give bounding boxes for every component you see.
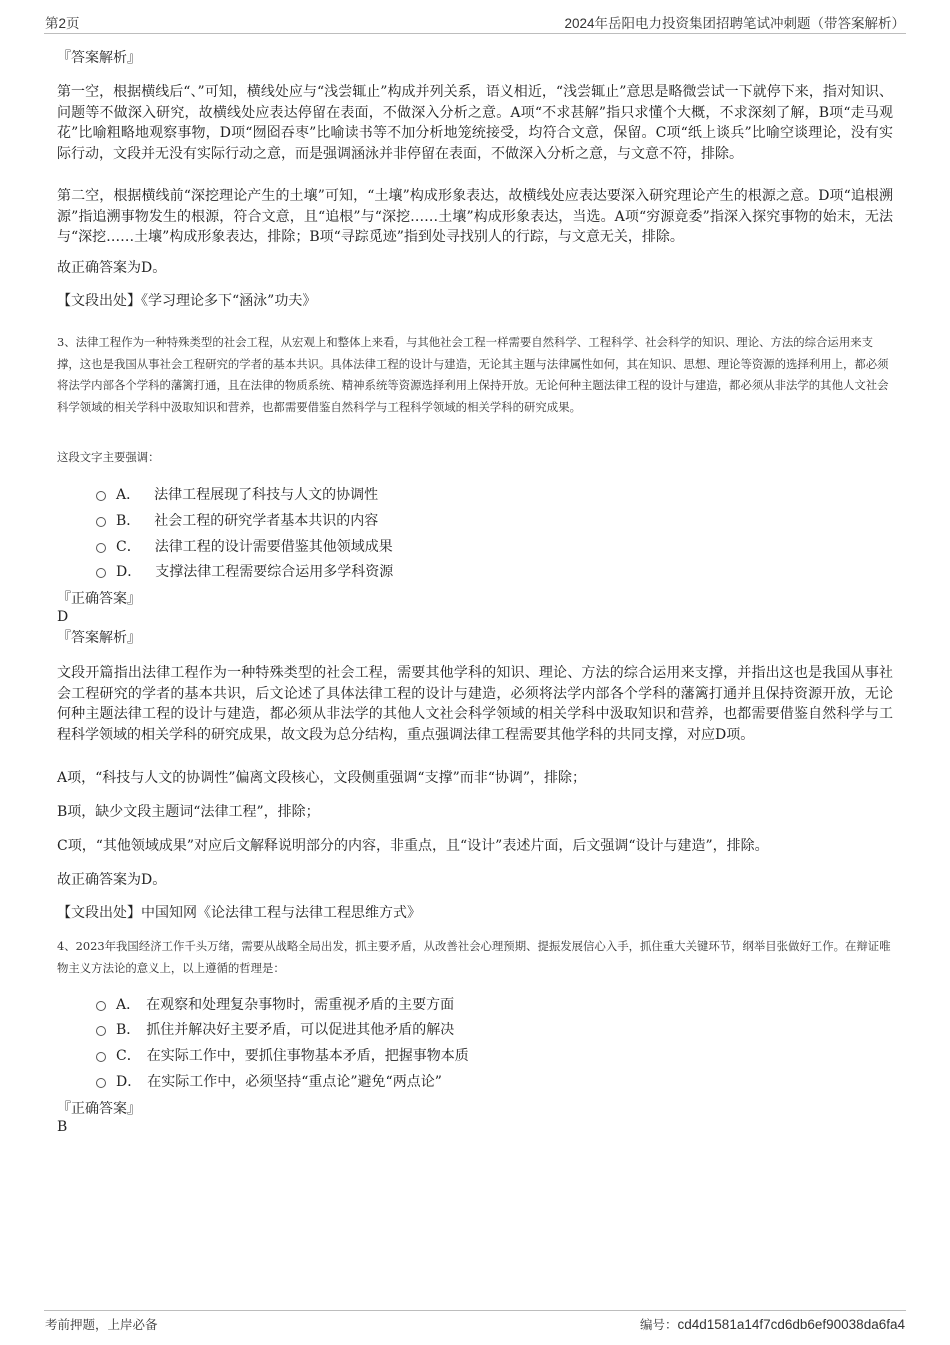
option-text: 在实际工作中，要抓住事物基本矛盾，把握事物本质	[146, 1048, 469, 1064]
q3-option-c[interactable]	[96, 536, 393, 556]
option-letter: A．	[116, 487, 141, 503]
option-letter: B．	[116, 1022, 141, 1038]
q4-answer-heading: 『正确答案』	[57, 1101, 141, 1117]
q2-analysis-paragraph-1: 第一空，根据横线后“、”可知，横线处应与“浅尝辄止”构成并列关系，语义相近，“浅尝辄止”意思是略微尝试一下就停下来，指对知识、问题等不做深入研究，故横线处应表达停留在表面，不做深入分析之意。A项“不求甚解”指只求懂个大概，不求深刻了解，B项“走马观花”比喻粗略地观察事物，D项“囫囵吞枣”比喻读书等不加分析地笼统接受，均符合文意，保留。C项“纸上谈兵”比喻空谈理论，没有实际行动，文段并无没有实际行动之意，而是强调涵泳并非停留在表面，不做深入分析之意，与文意不符，排除。	[57, 84, 893, 162]
radio-icon[interactable]	[96, 517, 106, 527]
q4-option-c[interactable]	[96, 1045, 469, 1065]
footer-code-label: 编号：	[640, 1317, 678, 1332]
radio-icon[interactable]	[96, 1001, 106, 1011]
q3-answer: D	[57, 609, 69, 625]
q3-option-b[interactable]	[96, 510, 378, 530]
option-letter: A．	[116, 997, 141, 1013]
q3-answer-heading: 『正确答案』	[57, 591, 141, 607]
q4-option-b[interactable]	[96, 1019, 454, 1039]
radio-icon[interactable]	[96, 1078, 106, 1088]
option-text: 法律工程的设计需要借鉴其他领域成果	[154, 539, 393, 555]
footer-code	[640, 1315, 905, 1333]
radio-icon[interactable]	[96, 491, 106, 501]
q2-analysis-heading: 『答案解析』	[57, 50, 141, 66]
document-title: 2024年岳阳电力投资集团招聘笔试冲刺题（带答案解析）	[564, 16, 905, 31]
q3-source: 【文段出处】中国知网《论法律工程与法律工程思维方式》	[57, 905, 421, 921]
option-text: 法律工程展现了科技与人文的协调性	[154, 487, 379, 503]
radio-icon[interactable]	[96, 1026, 106, 1036]
q3-analysis-heading: 『答案解析』	[57, 630, 141, 646]
q4-answer: B	[57, 1119, 68, 1135]
radio-icon[interactable]	[96, 568, 106, 578]
footer-divider	[44, 1310, 906, 1311]
radio-icon[interactable]	[96, 1052, 106, 1062]
q3-option-a[interactable]	[96, 484, 378, 504]
q3-option-d[interactable]	[96, 561, 393, 581]
q3-prompt: 这段文字主要强调：	[57, 450, 160, 464]
option-letter: D．	[116, 564, 142, 580]
q2-conclusion: 故正确答案为D。	[57, 260, 167, 276]
q4-option-a[interactable]	[96, 994, 454, 1014]
q4-stem: 4、2023年我国经济工作千头万绪，需要从战略全局出发，抓主要矛盾，从改善社会心理预期、提振发展信心入手，抓住重大关键环节，纲举目张做好工作。在辩证唯物主义方法论的意义上，以上遵循的哲理是：	[57, 939, 891, 975]
option-letter: D．	[116, 1074, 142, 1090]
q3-stem: 3、法律工程作为一种特殊类型的社会工程，从宏观上和整体上来看，与其他社会工程一样需要自然科学、工程科学、社会科学的知识、理论、方法的综合运用来支撑，这也是我国从事社会工程研究的学者的基本共识。具体法律工程的设计与建造，无论其主题与法律属性如何，其在知识、思想、理论等资源的选择利用上，都必须将法学内部各个学科的藩篱打通，且在法律的物质系统、精神系统等资源选择利用上保持开放。无论何种主题法律工程的设计与建造，都必须从非法学的其他人文社会科学领域的相关学科中汲取知识和营养，也都需要借鉴自然科学与工程科学领域的相关学科的研究成果。	[57, 335, 889, 414]
radio-icon[interactable]	[96, 543, 106, 553]
footer-code-value: cd4d1581a14f7cd6db6ef90038da6fa4	[677, 1317, 905, 1332]
q3-note-c: C项，“其他领域成果”对应后文解释说明部分的内容，非重点，且“设计”表述片面，后文强调“设计与建造”，排除。	[57, 838, 769, 854]
header-divider	[44, 33, 906, 34]
q2-source: 【文段出处】《学习理论多下“涵泳”功夫》	[57, 293, 317, 309]
option-text: 抓住并解决好主要矛盾，可以促进其他矛盾的解决	[146, 1022, 455, 1038]
option-letter: C．	[116, 539, 141, 555]
page-number: 第2页	[45, 16, 80, 31]
q3-note-b: B项，缺少文段主题词“法律工程”，排除；	[57, 804, 320, 820]
q3-note-a: A项，“科技与人文的协调性”偏离文段核心，文段侧重强调“支撑”而非“协调”，排除；	[57, 770, 587, 786]
option-text: 在观察和处理复杂事物时，需重视矛盾的主要方面	[146, 997, 455, 1013]
q2-analysis-paragraph-2: 第二空，根据横线前“深挖理论产生的土壤”可知，“土壤”构成形象表达，故横线处应表达要深入研究理论产生的根源之意。D项“追根溯源”指追溯事物发生的根源，符合文意，且“追根”与“深挖……土壤”构成形象表达，当选。A项“穷源竟委”指深入探究事物的始末，无法与“深挖……土壤”构成形象表达，排除；B项“寻踪觅迹”指到处寻找别人的行踪，与文意无关，排除。	[57, 188, 893, 245]
q4-option-d[interactable]	[96, 1071, 442, 1091]
option-text: 在实际工作中，必须坚持“重点论”避免“两点论”	[147, 1074, 442, 1090]
q3-conclusion: 故正确答案为D。	[57, 872, 167, 888]
option-text: 支撑法律工程需要综合运用多学科资源	[155, 564, 394, 580]
option-letter: C．	[116, 1048, 141, 1064]
q3-analysis: 文段开篇指出法律工程作为一种特殊类型的社会工程，需要其他学科的知识、理论、方法的综合运用来支撑，并指出这也是我国从事社会工程研究的学者的基本共识，后文论述了具体法律工程的设计与建造，必须将法学内部各个学科的藩篱打通并且保持资源开放，无论何种主题法律工程的设计与建造，都必须从非法学的其他人文社会科学领域的相关学科中汲取知识和营养，也都需要借鉴自然科学与工程科学领域的相关学科的研究成果，故文段为总分结构，重点强调法律工程需要其他学科的共同支撑，对应D项。	[57, 665, 893, 743]
option-letter: B．	[116, 513, 141, 529]
option-text: 社会工程的研究学者基本共识的内容	[154, 513, 379, 529]
footer-slogan: 考前押题，上岸必备	[45, 1317, 158, 1332]
